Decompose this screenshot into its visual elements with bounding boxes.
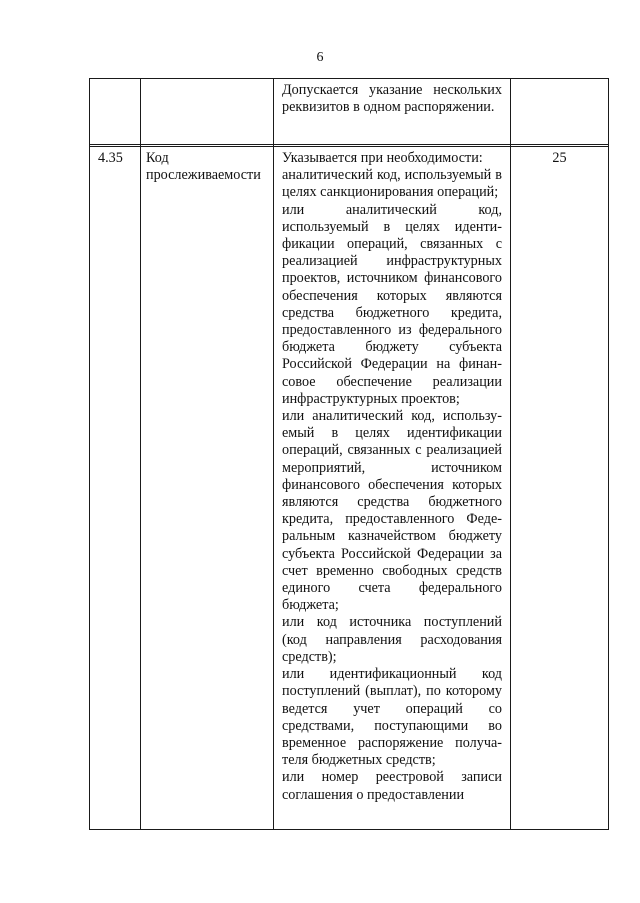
table-border-right <box>608 78 609 830</box>
table-bottom-border <box>89 829 609 830</box>
row-name-cell <box>146 150 270 184</box>
table-column-divider-3 <box>510 78 511 830</box>
row-name: Код прослеживаемости <box>146 150 261 184</box>
description-paragraph: или аналитический код, используемый в целях идентификации операций, связанных с реализацией мероприятий, источником финансового обеспечения которых являются средства бюджетного кредита, предоставленного Федеральным казначейством бюджету субъекта Российской Федерации за счет временно свободных средств единого счета федерального бюджета; <box>282 408 502 614</box>
table-column-divider-2 <box>273 78 274 830</box>
description-paragraph: Указывается при необходимости: <box>282 150 483 166</box>
description-paragraph: или код источника поступлений (код направления расходования средств); <box>282 614 502 665</box>
description-paragraph: аналитический код, используемый в целях санкционирования операций; <box>282 167 502 201</box>
row-value: 25 <box>552 150 567 166</box>
continuation-description: Допускается указание нескольких реквизитов в одном распоряжении. <box>282 82 502 116</box>
table-border-left <box>89 78 90 830</box>
row-number-cell <box>98 150 138 167</box>
row-value-cell <box>511 150 608 167</box>
row-divider-double <box>89 146 609 147</box>
row-divider <box>89 144 609 145</box>
row-description-cell <box>282 150 502 804</box>
table-top-border <box>89 78 609 79</box>
description-paragraph: или аналитический код, используемый в целях идентификации операций, связанных с реализацией инфраструктурных проектов, источником финансового обеспечения которых являются средства бюджетного кредита, предоставленного из федерального бюджета бюджету субъекта Российской Федерации на финансовое обеспечение реализации инфраструктурных проектов; <box>282 201 502 407</box>
description-paragraph: или номер реестровой записи соглашения о предоставлении <box>282 769 502 803</box>
description-paragraph: или идентификационный код поступлений (выплат), по которому ведется учет операций со средствами, поступающими во временное распоряжение получателя бюджетных средств; <box>282 666 502 769</box>
table-column-divider-1 <box>140 78 141 830</box>
continuation-description-cell <box>282 82 502 116</box>
row-number: 4.35 <box>98 150 123 166</box>
page-number: 6 <box>316 50 324 65</box>
